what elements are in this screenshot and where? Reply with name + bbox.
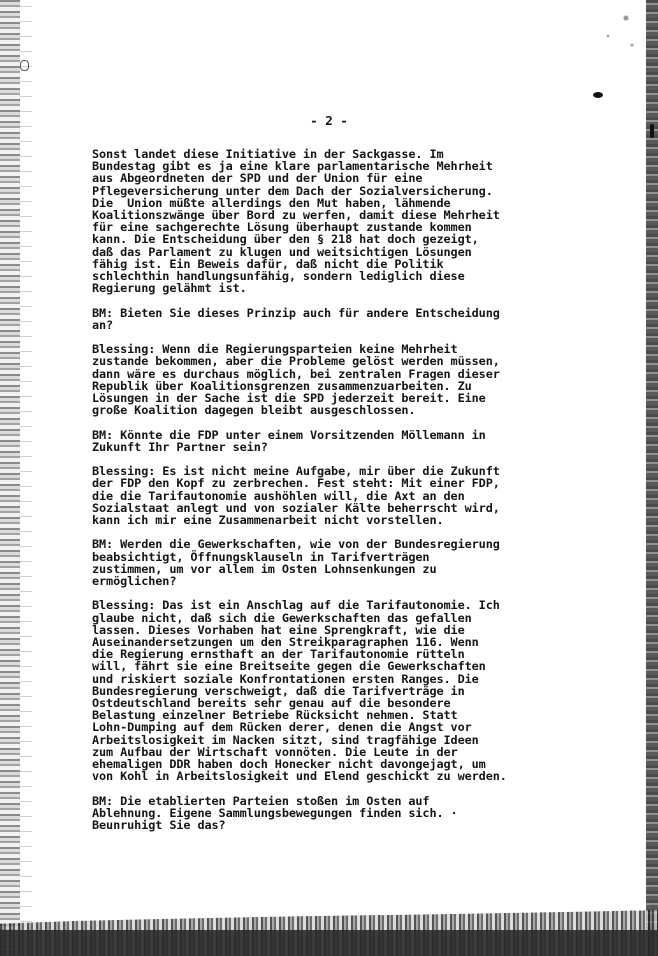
text-line: BM: Könnte die FDP unter einem Vorsitzenden Möllemann in [92, 427, 486, 442]
text-line: glaube nicht, daß sich die Gewerkschaften das gefallen [92, 610, 472, 625]
text-line: ehemaligen DDR haben doch Honecker nicht davongejagt, um [92, 757, 486, 772]
page-number: - 2 - [310, 113, 348, 128]
text-line: fähig ist. Ein Beweis dafür, daß nicht die Politik [92, 256, 444, 271]
text-line: und riskiert soziale Konfrontationen ersten Ranges. Die [92, 671, 479, 686]
paragraph [92, 465, 532, 526]
text-line: Koalitionszwänge über Bord zu werfen, damit diese Mehrheit [92, 208, 500, 223]
text-line: BM: Bieten Sie dieses Prinzip auch für andere Entscheidung [92, 305, 500, 320]
text-line: für eine sachgerechte Lösung überhaupt zustande kommen [92, 220, 472, 235]
text-line: Zukunft Ihr Partner sein? [92, 439, 268, 454]
text-line: schlechthin handlungsunfähig, sondern lediglich diese [92, 269, 465, 284]
text-line: große Koalition dagegen bleibt ausgeschlossen. [92, 403, 416, 418]
text-line: Arbeitslosigkeit im Nacken sitzt, sind tragfähige Ideen [92, 732, 479, 747]
text-line: Republik über Koalitionsgrenzen zusammenzuarbeiten. Zu [92, 378, 472, 393]
text-line: ermöglichen? [92, 574, 177, 589]
text-line: kann. Die Entscheidung über den § 218 hat doch gezeigt, [92, 232, 479, 247]
text-line: lassen. Dieses Vorhaben hat eine Sprengkraft, wie die [92, 622, 465, 637]
text-line: aus Abgeordneten der SPD und der Union für eine [92, 171, 423, 186]
text-line: Auseinandersetzungen um den Streikparagraphen 116. Wenn [92, 635, 479, 650]
text-line: Sonst landet diese Initiative in der Sackgasse. Im [92, 147, 444, 161]
document-body [92, 148, 532, 843]
text-line: die Regierung ernsthaft an der Tarifautonomie rütteln [92, 647, 465, 662]
text-line: Die Union müßte allerdings den Mut haben, lähmende [92, 195, 451, 210]
paragraph [92, 599, 532, 782]
scan-right-edge [646, 0, 658, 956]
text-line: von Kohl in Arbeitslosigkeit und Elend geschickt zu werden. [92, 769, 507, 784]
scan-speckle [584, 0, 644, 60]
text-line: kann ich mir eine Zusammenarbeit nicht vorstellen. [92, 513, 444, 528]
text-line: will, fährt sie eine Breitseite gegen die Gewerkschaften [92, 659, 486, 674]
text-line: Ablehnung. Eigene Sammlungsbewegungen finden sich. · [92, 805, 458, 820]
paragraph [92, 148, 532, 294]
scan-blemish-left [18, 58, 30, 72]
text-line: Sozialstaat anlegt und von sozialer Kälte beherrscht wird, [92, 500, 500, 515]
scan-bottom-band [0, 930, 658, 956]
text-line: an? [92, 317, 114, 332]
text-line: Belastung einzelner Betriebe Rücksicht nehmen. Statt [92, 708, 458, 723]
text-line: Lösungen in der Sache ist die SPD jederzeit bereit. Eine [92, 391, 486, 406]
text-line: Blessing: Das ist ein Anschlag auf die Tarifautonomie. Ich [92, 598, 500, 613]
text-line: Pflegeversicherung unter dem Dach der Sozialversicherung. [92, 183, 493, 198]
text-line: dann wäre es durchaus möglich, bei zentralen Fragen dieser [92, 366, 500, 381]
scan-left-shadow [20, 0, 32, 956]
scan-left-edge [0, 0, 20, 956]
text-line: Ostdeutschland bereits sehr genau auf die besondere [92, 696, 451, 711]
text-line: BM: Werden die Gewerkschaften, wie von der Bundesregierung [92, 537, 500, 552]
text-line: Lohn-Dumping auf dem Rücken derer, denen die Angst vor [92, 720, 472, 735]
text-line: Bundestag gibt es ja eine klare parlamentarische Mehrheit [92, 159, 493, 174]
text-line: zustande bekommen, aber die Probleme gelöst werden müssen, [92, 354, 500, 369]
text-line: beabsichtigt, Öffnungsklauseln in Tarifverträgen [92, 549, 430, 564]
text-line: BM: Die etablierten Parteien stoßen im Osten auf [92, 793, 430, 808]
paragraph [92, 429, 532, 453]
text-line: Beunruhigt Sie das? [92, 818, 226, 833]
text-line: zustimmen, um vor allem im Osten Lohnsenkungen zu [92, 561, 437, 576]
paragraph [92, 795, 532, 832]
text-line: daß das Parlament zu klugen und weitsichtigen Lösungen [92, 244, 472, 259]
scan-blemish-right [593, 92, 603, 98]
text-line: Bundesregierung verschweigt, daß die Tarifverträge in [92, 683, 465, 698]
paragraph [92, 538, 532, 587]
text-line: Blessing: Wenn die Regierungsparteien keine Mehrheit [92, 342, 458, 357]
paragraph [92, 343, 532, 416]
text-line: der FDP den Kopf zu zerbrechen. Fest steht: Mit einer FDP, [92, 476, 500, 491]
text-line: die die Tarifautonomie aushöhlen will, die Axt an den [92, 488, 465, 503]
text-line: Blessing: Es ist nicht meine Aufgabe, mir über die Zukunft [92, 464, 500, 479]
text-line: zum Aufbau der Wirtschaft vonnöten. Die Leute in der [92, 744, 458, 759]
paragraph [92, 307, 532, 331]
text-line: Regierung gelähmt ist. [92, 281, 247, 296]
